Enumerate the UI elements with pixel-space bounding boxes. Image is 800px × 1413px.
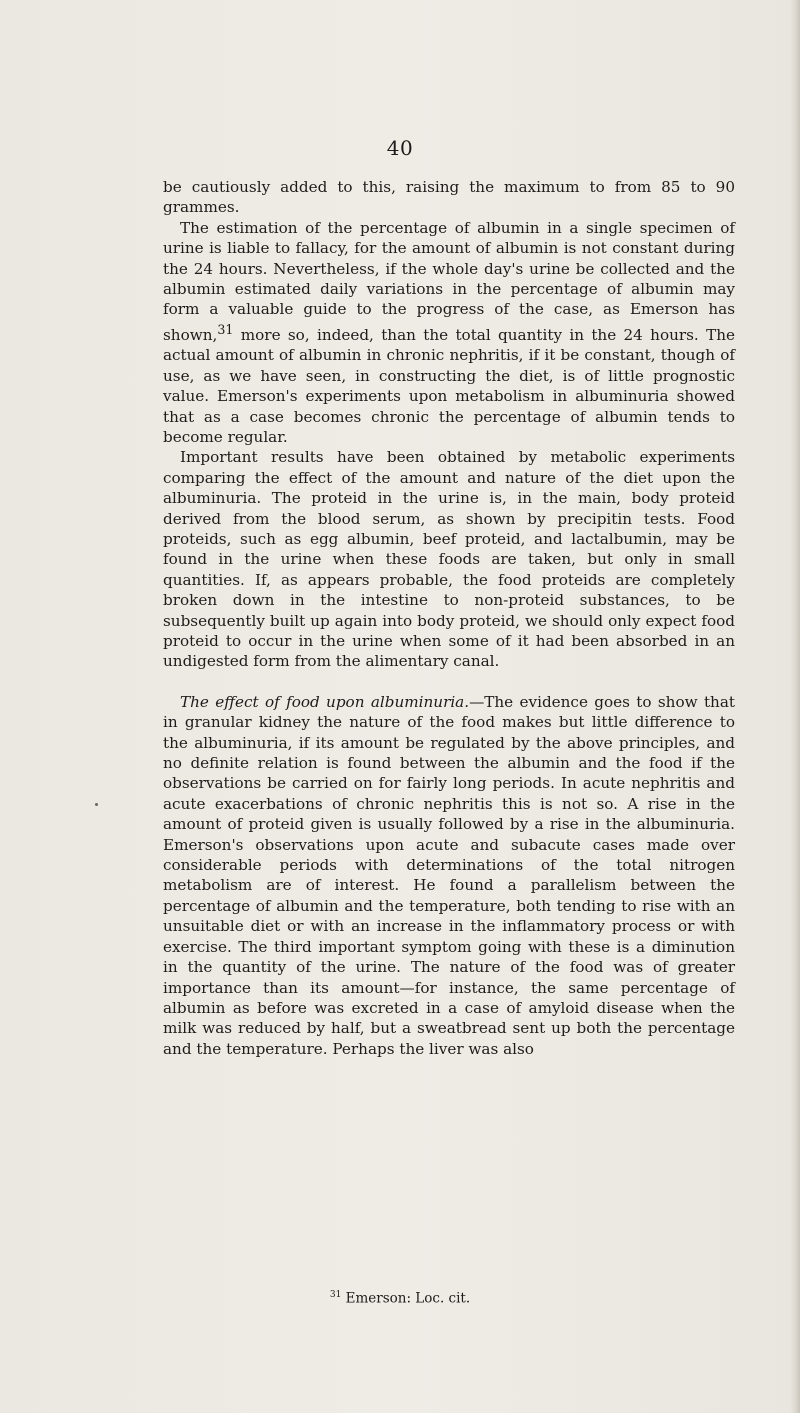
paragraph-estimation-text: The estimation of the percentage of albumin in a single specimen of urine is liable to fallacy, for the amount of albumin is not constant during the 24 hours. Nevertheless, if the whole day's urine be collected and the albumin estimated daily variations in the percentage of albumin may form a valuable guide to the progress of the case, as Emerson has shown, (163, 218, 735, 344)
body-text (163, 177, 735, 1059)
paragraph-effect-of-food (163, 692, 735, 1059)
footnote (0, 1290, 800, 1307)
paragraph-effect-of-food-text: —The evidence goes to show that in granular kidney the nature of the food makes but little difference to the albuminuria, if its amount be regulated by the above principles, and no definite relation is found between the albumin and the food if the observations be carried on for fairly long periods. In acute nephritis and acute exacerbations of chronic nephritis this is not so. A rise in the amount of proteid given is usually followed by a rise in the albuminuria. Emerson's observations upon acute and subacute cases made over considerable periods with determinations of the total nitrogen metabolism are of interest. He found a parallelism between the percentage of albumin and the temperature, both tending to rise with an unsuitable diet or with an increase in the inflammatory process or with exercise. The third important symptom going with these is a diminution in the quantity of the urine. The nature of the food was of greater importance than its amount—for instance, the same percentage of albumin as before was excreted in a case of amyloid disease when the milk was reduced by half, but a sweatbread sent up both the percentage and the temperature. Perhaps the liver was also (163, 692, 735, 1058)
footnote-text: Emerson: Loc. cit. (341, 1290, 471, 1307)
paragraph-metabolic-results: Important results have been obtained by metabolic experiments comparing the effect of the amount and nature of the diet upon the albuminuria. The proteid in the urine is, in the main, body proteid derived from the blood serum, as shown by precipitin tests. Food proteids, such as egg albumin, beef proteid, and lactalbumin, may be found in the urine when these foods are taken, but only in small quantities. If, as appears probable, the food proteids are completely broken down in the intestine to non-proteid substances, to be subsequently built up again into body proteid, we should only expect food proteid to occur in the urine when some of it had been absorbed in an undigested form from the alimentary canal. (163, 448, 735, 671)
page-edge-shadow (790, 0, 800, 1413)
section-heading: The effect of food upon albuminuria. (180, 692, 470, 711)
ink-speck (95, 803, 98, 806)
paragraph-estimation (163, 218, 735, 448)
paragraph-estimation-text-continued: more so, indeed, than the total quantity in the 24 hours. The actual amount of albumin in chronic nephritis, if it be constant, though of use, as we have seen, in constructing the diet, is of little prognostic value. Emerson's experiments upon metabolism in albuminuria showed that as a case becomes chronic the percentage of albumin tends to become regular. (163, 325, 735, 446)
footnote-marker: 31 (329, 1290, 342, 1300)
page-number: 40 (386, 136, 414, 160)
footnote-reference: 31 (217, 321, 234, 337)
paragraph-continuation: be cautiously added to this, raising the maximum to from 85 to 90 grammes. (163, 178, 735, 217)
